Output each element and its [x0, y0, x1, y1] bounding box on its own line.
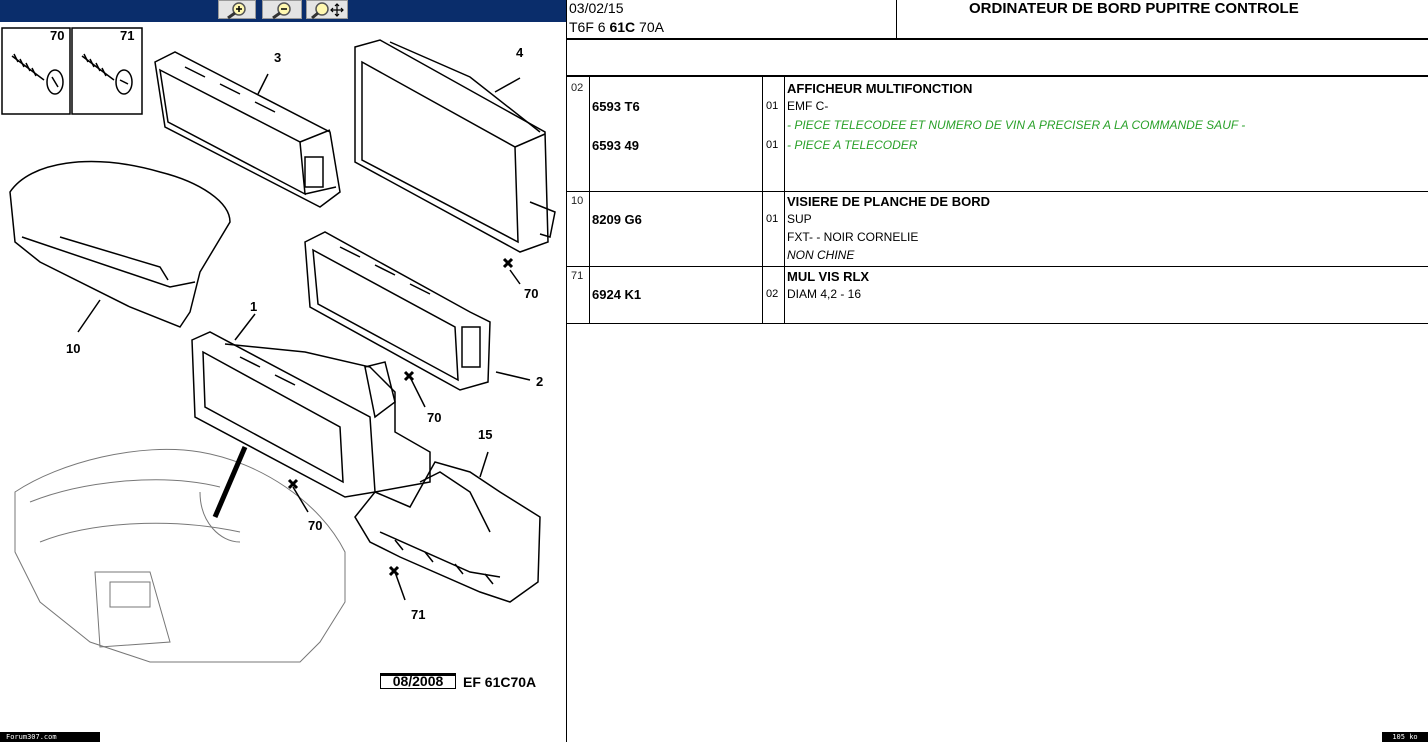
callout-71-box: 71	[120, 28, 135, 43]
group-number: 10	[571, 195, 584, 207]
part-desc: NON CHINE	[787, 248, 855, 262]
part-desc: DIAM 4,2 - 16	[787, 287, 862, 301]
callout-15: 15	[478, 427, 493, 442]
group-number: 71	[571, 270, 584, 282]
parts-group	[567, 77, 1428, 192]
zoom-fit-button[interactable]	[306, 0, 348, 19]
group-title: MUL VIS RLX	[787, 269, 870, 284]
callout-3: 3	[274, 50, 282, 65]
header-code-suffix: 70A	[635, 19, 664, 35]
col-part	[590, 192, 763, 266]
callout-70-box: 70	[50, 28, 65, 43]
diagram-code-stamp: EF 61C70A	[463, 674, 537, 690]
header-code-bold: 61C	[609, 19, 636, 35]
parts-group	[567, 267, 1428, 324]
group-title: VISIERE DE PLANCHE DE BORD	[787, 194, 990, 209]
part-desc: SUP	[787, 212, 812, 226]
col-ref	[567, 77, 590, 191]
header-date: 03/02/15	[569, 0, 624, 16]
callout-10: 10	[66, 341, 81, 356]
screw-70-icon	[12, 54, 63, 94]
callout-2: 2	[536, 374, 544, 389]
group-number: 02	[571, 82, 584, 94]
part-10-visor	[10, 162, 230, 327]
part-1-display	[192, 332, 430, 497]
magnifier-minus-icon	[269, 1, 295, 19]
col-ref	[567, 267, 590, 323]
diagram-date-stamp: 08/2008	[380, 673, 456, 689]
part-4-display	[355, 40, 555, 252]
parts-table	[567, 75, 1428, 324]
part-note: - PIECE A TELECODER	[787, 138, 918, 152]
callout-4: 4	[516, 45, 524, 60]
callout-71-bracket: 71	[411, 607, 426, 622]
part-qty: 01	[766, 139, 779, 151]
col-part	[590, 267, 763, 323]
parts-header	[567, 0, 1428, 40]
zoom-toolbar	[0, 0, 566, 22]
callout-70-part4: 70	[524, 286, 539, 301]
part-number-link[interactable]: 6593 T6	[592, 99, 640, 114]
magnifier-move-icon	[309, 1, 345, 19]
part-note: - PIECE TELECODEE ET NUMERO DE VIN A PRECISER A LA COMMANDE SAUF -	[787, 118, 1246, 132]
display-insert-arrow	[215, 447, 245, 517]
part-15-bracket	[355, 462, 540, 602]
parts-group	[567, 192, 1428, 267]
callout-1: 1	[250, 299, 258, 314]
group-title: AFFICHEUR MULTIFONCTION	[787, 81, 973, 96]
part-qty: 01	[766, 100, 779, 112]
page-title: ORDINATEUR DE BORD PUPITRE CONTROLE	[969, 0, 1299, 17]
zoom-in-button[interactable]	[218, 0, 256, 19]
col-qty	[763, 77, 785, 191]
parts-panel	[567, 0, 1428, 742]
header-code	[569, 19, 664, 35]
header-separator	[896, 0, 897, 40]
part-2-display	[305, 232, 490, 390]
exploded-parts-diagram	[0, 22, 566, 732]
part-qty: 01	[766, 213, 779, 225]
magnifier-plus-icon	[224, 1, 250, 19]
col-ref	[567, 192, 590, 266]
part-number-link[interactable]: 8209 G6	[592, 212, 642, 227]
screw-71-icon	[82, 54, 132, 94]
header-code-prefix: T6F 6	[569, 19, 610, 35]
callout-70-part1: 70	[308, 518, 323, 533]
size-indicator: 105 ko	[1382, 732, 1428, 742]
part-3-display	[155, 52, 340, 207]
col-part	[590, 77, 763, 191]
col-qty	[763, 267, 785, 323]
col-qty	[763, 192, 785, 266]
watermark: Forum307.com	[0, 732, 100, 742]
part-number-link[interactable]: 6924 K1	[592, 287, 642, 302]
part-number-link[interactable]: 6593 49	[592, 138, 639, 153]
part-desc: FXT- - NOIR CORNELIE	[787, 230, 919, 244]
callout-70-part2: 70	[427, 410, 442, 425]
zoom-out-button[interactable]	[262, 0, 302, 19]
diagram-panel	[0, 0, 566, 742]
part-desc: EMF C-	[787, 99, 829, 113]
part-qty: 02	[766, 288, 779, 300]
